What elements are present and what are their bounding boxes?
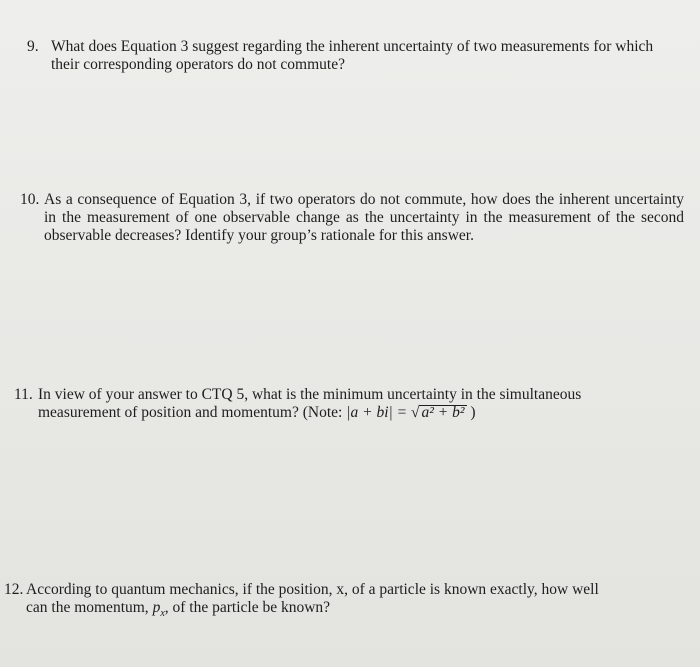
- question-text: measurement of position and momentum? (Note:: [38, 404, 343, 421]
- question-text: As a consequence of Equation 3, if two operators do not commute, how does the inherent uncertainty in the measurement of one observable change as the uncertainty in the measurement of the second observable decreases? Identify your group’s rationale for this answer.: [44, 191, 684, 244]
- question-text: What does Equation 3 suggest regarding the inherent uncertainty of two measurements for which their corresponding operators do not commute?: [51, 38, 654, 73]
- question-number: 9.: [27, 38, 39, 55]
- question-number: 10.: [20, 191, 40, 208]
- formula-lhs: |a + bi| =: [346, 404, 408, 421]
- question-text-line-2: [38, 404, 684, 422]
- question-number: 11.: [14, 386, 33, 403]
- complex-modulus-formula: |a + bi| = √ a² + b² ): [346, 404, 476, 421]
- question-text-line-1: According to quantum mechanics, if the position, x, of a particle is known exactly, how well: [26, 581, 599, 598]
- question-10: [20, 191, 684, 245]
- question-number: 12.: [4, 581, 24, 598]
- question-11: [14, 386, 686, 422]
- momentum-symbol: $p_x$: [152, 599, 165, 620]
- question-9: [27, 38, 681, 74]
- formula-rhs: a² + b²: [421, 404, 465, 421]
- question-text-line-2: can the momentum, $p_x$, of the particle be known?: [26, 599, 331, 620]
- question-text-line-1: In view of your answer to CTQ 5, what is the minimum uncertainty in the simultaneous: [38, 386, 582, 403]
- formula-close: ): [470, 404, 476, 421]
- question-12: [4, 581, 688, 623]
